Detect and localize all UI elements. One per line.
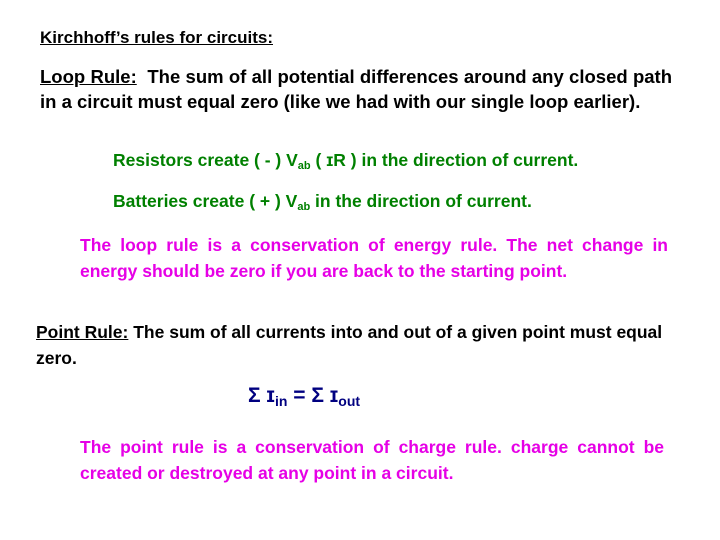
resistors-prefix: Resistors create ( - ) V [113, 150, 298, 170]
batteries-prefix: Batteries create ( + ) V [113, 191, 298, 211]
point-rule-paragraph [36, 320, 678, 371]
point-conservation-note: The point rule is a conservation of charge rule. charge cannot be created or destroyed at any point in a circuit. [80, 437, 664, 483]
resistors-subscript: ab [297, 160, 311, 172]
formula-equals-rhs: = Σ ɪ [287, 384, 339, 407]
resistors-suffix: ( ɪR ) in the direction of current. [310, 150, 579, 170]
loop-conservation-note: The loop rule is a conservation of energy rule. The net change in energy should be zero if you are back to the starting point. [80, 235, 668, 281]
current-sum-formula [248, 384, 360, 409]
formula-lhs-subscript: in [274, 393, 288, 409]
resistors-line [113, 150, 578, 172]
batteries-suffix: in the direction of current. [310, 191, 532, 211]
batteries-line [113, 191, 532, 213]
loop-rule-label: Loop Rule: [40, 66, 137, 87]
loop-rule-text: The sum of all potential differences around any closed path in a circuit must equal zero (like we had with our single loop earlier). [40, 66, 673, 112]
loop-rule-paragraph [40, 64, 672, 114]
batteries-subscript: ab [297, 201, 311, 213]
formula-lhs: Σ ɪ [248, 384, 275, 407]
point-rule-label: Point Rule: [36, 322, 129, 342]
formula-rhs-subscript: out [338, 393, 361, 409]
point-rule-text: The sum of all currents into and out of a given point must equal zero. [36, 322, 663, 368]
slide-title: Kirchhoff’s rules for circuits: [40, 28, 273, 47]
